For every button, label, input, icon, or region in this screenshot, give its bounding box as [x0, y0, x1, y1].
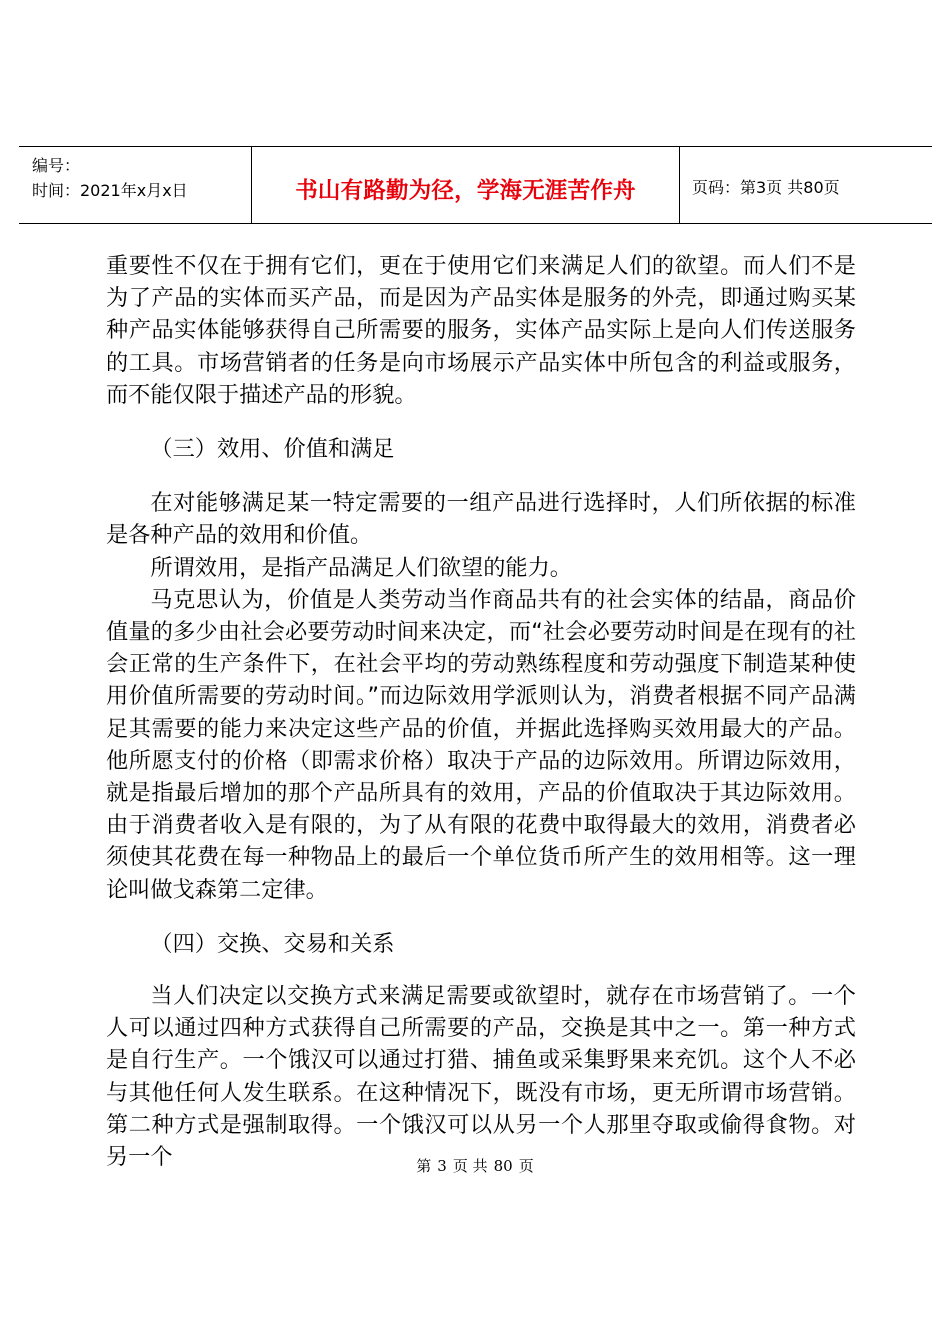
date-label: 时间：2021年x月x日 — [32, 181, 188, 200]
paragraph-4: 马克思认为，价值是人类劳动当作商品共有的社会实体的结晶，商品价值量的多少由社会必要劳动时间来决定，而“社会必要劳动时间是在现有的社会正常的生产条件下，在社会平均的劳动熟练程度和劳动强度下制造某种使用价值所需要的劳动时间。”而边际效用学派则认为，消费者根据不同产品满足其需要的能力来决定这些产品的价值，并据此选择购买效用最大的产品。他所愿支付的价格（即需求价格）取决于产品的边际效用。所谓边际效用，就是指最后增加的那个产品所具有的效用，产品的价值取决于其边际效用。由于消费者收入是有限的，为了从有限的花费中取得最大的效用，消费者必须使其花费在每一种物品上的最后一个单位货币所产生的效用相等。这一理论叫做戈森第二定律。 — [106, 586, 856, 903]
page-code: 页码：第3页 共80页 — [692, 177, 840, 197]
footer-suffix: 页 — [518, 1157, 534, 1175]
document-header — [19, 146, 932, 224]
footer-page-number: 3 — [437, 1157, 447, 1175]
motto-text: 书山有路勤为径，学海无涯苦作舟 — [295, 178, 636, 204]
footer-total-pages: 80 — [493, 1157, 513, 1175]
number-label: 编号： — [32, 156, 81, 175]
paragraph-5: 当人们决定以交换方式来满足需要或欲望时，就存在市场营销了。一个人可以通过四种方式获得自己所需要的产品，交换是其中之一。第一种方式是自行生产。一个饿汉可以通过打猎、捕鱼或采集野果来充饥。这个人不必与其他任何人发生联系。在这种情况下，既没有市场，更无所谓市场营销。第二种方式是强制取得。一个饿汉可以从另一个人那里夺取或偷得食物。对另一个 — [106, 983, 856, 1171]
page-footer — [0, 1155, 950, 1176]
section-heading-4: （四）交换、交易和关系 — [150, 930, 395, 957]
document-body — [106, 250, 856, 1173]
header-page-cell — [680, 147, 932, 223]
header-motto-cell — [252, 147, 680, 223]
footer-prefix: 第 — [416, 1157, 432, 1175]
section-heading-3: （三）效用、价值和满足 — [150, 436, 395, 463]
footer-mid: 页 共 — [452, 1157, 488, 1175]
paragraph-2: 在对能够满足某一特定需要的一组产品进行选择时，人们所依据的标准是各种产品的效用和价值。 — [106, 490, 856, 549]
header-meta-cell — [19, 147, 252, 223]
paragraph-1: 重要性不仅在于拥有它们，更在于使用它们来满足人们的欲望。而人们不是为了产品的实体而买产品，而是因为产品实体是服务的外壳，即通过购买某种产品实体能够获得自己所需要的服务，实体产品实际上是向人们传送服务的工具。市场营销者的任务是向市场展示产品实体中所包含的利益或服务，而不能仅限于描述产品的形貌。 — [106, 253, 856, 408]
paragraph-3: 所谓效用，是指产品满足人们欲望的能力。 — [150, 554, 572, 581]
